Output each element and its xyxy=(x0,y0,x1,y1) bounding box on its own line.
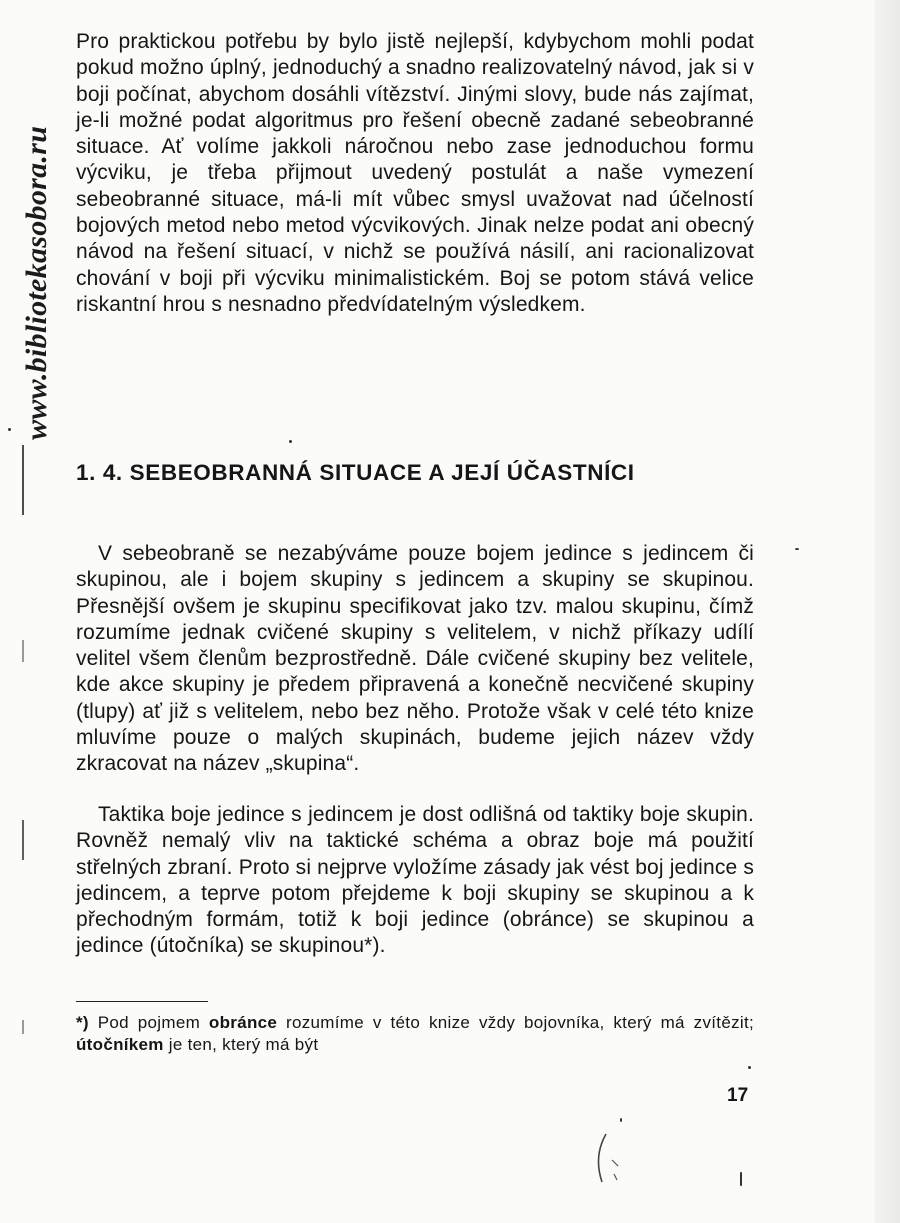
print-speck xyxy=(795,548,799,550)
paragraph-tactics: Taktika boje jedince s jedincem je dost odlišná od taktiky boje skupin. Rovněž nemalý vliv na taktické schéma a obraz boje má použití střelných zbraní. Proto si nejprve vyložíme zásady jak vést boj jedince s jedincem, a teprve potom přejdeme k boji skupiny se skupinou a k přechodným formám, totiž k boji jedince (obránce) se skupinou a jedince (útočníka) se skupinou*). xyxy=(76,803,754,958)
footnote-text: je ten, který má být xyxy=(168,1035,319,1054)
print-speck xyxy=(620,1118,622,1122)
page-number: 17 xyxy=(727,1085,749,1106)
footnote-text: rozumíme v této knize vždy bojovníka, který má zvítězit; xyxy=(286,1013,754,1032)
margin-mark xyxy=(22,820,24,860)
paragraph-intro: Pro praktickou potřebu by bylo jistě nejlepší, kdybychom mohli podat pokud možno úplný, jednoduchý a snadno realizovatelný návod, jak si v boji počínat, abychom dosáhli vítězství. Jinými slovy, bude nás zajímat, je-li možné podat algoritmus pro řešení obecně zadané sebeobranné situace. Ať volíme jakkoli náročnou nebo zase jednoduchou formu výcviku, je třeba přijmout uvedený postulát a naše vymezení sebeobranné situace, má-li mít vůbec smysl uvažovat nad účelností bojových metod nebo metod výcvikových. Jinak nelze podat ani obecný návod na řešení situací, v nichž se používá násilí, ani racionalizovat chování v boji při výcviku minimalistickém. Boj se potom stává velice riskantní hrou s nesnadno předvídatelným výsledkem. xyxy=(76,30,754,316)
page-edge-shadow xyxy=(874,0,900,1223)
watermark: www.bibliotekasobora.ru xyxy=(20,125,53,440)
footnote xyxy=(76,1012,754,1056)
print-speck xyxy=(740,1172,742,1186)
footnote-term-attacker: útočníkem xyxy=(76,1035,164,1054)
footnote-marker: *) xyxy=(76,1013,89,1032)
margin-mark xyxy=(22,1020,24,1034)
footnote-term-defender: obránce xyxy=(208,1013,278,1032)
margin-mark xyxy=(22,640,24,662)
print-speck xyxy=(8,428,11,431)
footnote-text: Pod pojmem xyxy=(97,1013,201,1032)
print-speck xyxy=(289,440,292,443)
footnote-divider xyxy=(76,1001,208,1002)
paragraph-groups: V sebeobraně se nezabýváme pouze bojem jedince s jedincem či skupinou, ale i bojem skupiny s jedincem a skupiny se skupinou. Přesnější ovšem je skupinu specifikovat jako tzv. malou skupinu, čímž rozumíme jednak cvičené skupiny s velitelem, v nichž příkazy udílí velitel všem členům bezprostředně. Dále cvičené skupiny bez velitele, kde akce skupiny je předem připravená a konečně necvičené skupiny (tlupy) ať již s velitelem, nebo bez něho. Protože však v celé této knize mluvíme pouze o malých skupinách, budeme jejich název vždy zkracovat na název „skupina“. xyxy=(76,542,754,776)
pencil-mark xyxy=(592,1130,632,1190)
print-speck xyxy=(748,1066,751,1069)
margin-mark xyxy=(22,445,24,515)
section-heading: 1. 4. SEBEOBRANNÁ SITUACE A JEJÍ ÚČASTNÍCI xyxy=(76,460,635,485)
